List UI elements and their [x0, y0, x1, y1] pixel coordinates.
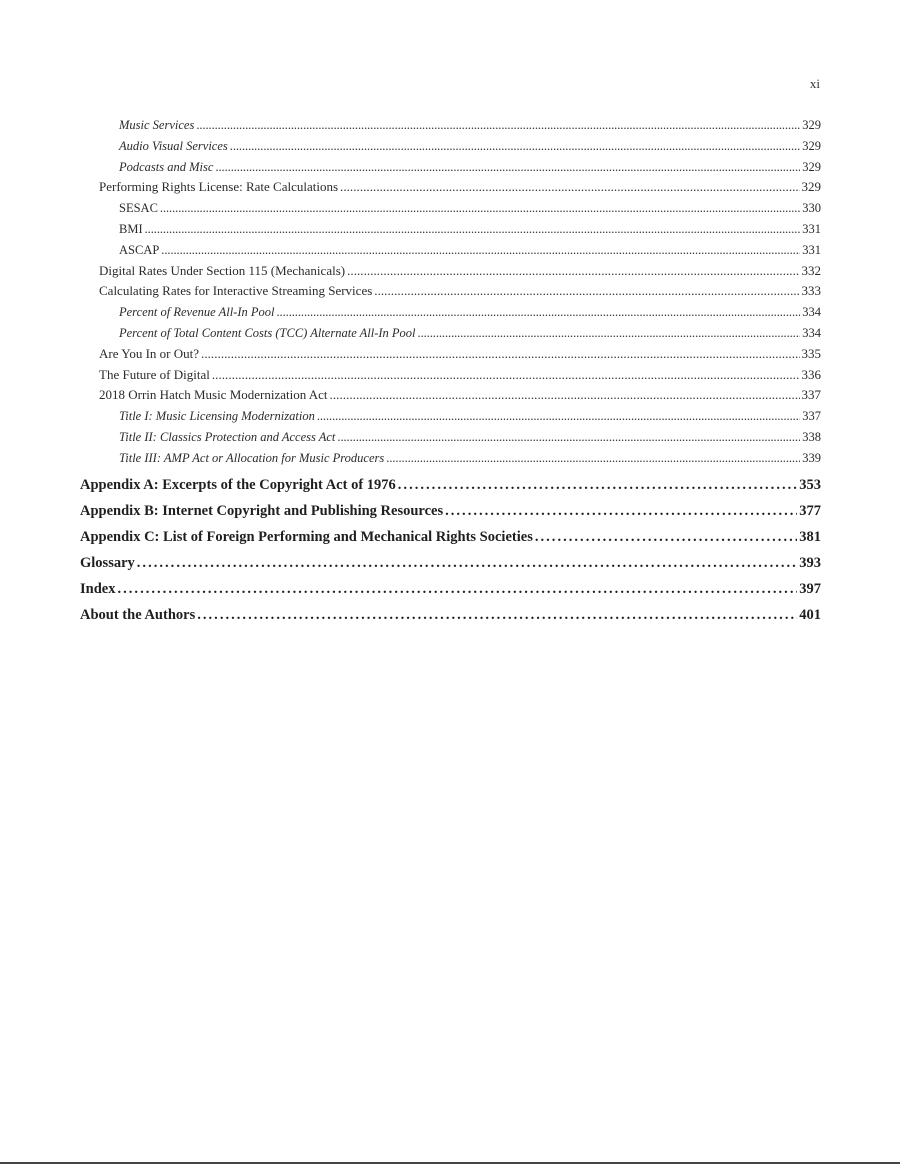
toc-entry-title: Title II: Classics Protection and Access Act: [119, 429, 336, 444]
toc-entry[interactable]: [80, 261, 821, 282]
toc-entry-page: 331: [802, 242, 821, 257]
toc-entry-page: 337: [802, 409, 821, 424]
toc-entry-title: Music Services: [119, 118, 195, 132]
toc-entry-page: 381: [799, 528, 821, 545]
dot-leader: [161, 240, 800, 261]
dot-leader: [160, 198, 800, 219]
toc-entry-about-authors[interactable]: [80, 602, 821, 628]
dot-leader: [374, 281, 799, 302]
toc-entry-title: Appendix A: Excerpts of the Copyright Act of 1976: [80, 476, 396, 493]
toc-entry-title: BMI: [119, 221, 143, 236]
toc-entry-page: 336: [801, 366, 821, 382]
dot-leader: [337, 427, 800, 448]
dot-leader: [347, 261, 799, 282]
dot-leader: [145, 219, 801, 240]
dot-leader: [398, 472, 797, 498]
toc-entry-page: 329: [802, 138, 821, 153]
toc-entry[interactable]: [80, 115, 821, 136]
toc-entry-page: 330: [802, 201, 821, 216]
dot-leader: [277, 302, 801, 323]
toc-entry-page: 337: [801, 387, 821, 403]
page-folio: xi: [809, 76, 820, 91]
toc-entry-glossary[interactable]: [80, 550, 821, 576]
dot-leader: [230, 136, 800, 157]
toc-entry[interactable]: [80, 344, 821, 365]
dot-leader: [317, 406, 800, 427]
toc-entry-title: Digital Rates Under Section 115 (Mechanicals): [99, 262, 346, 278]
dot-leader: [330, 385, 800, 406]
toc-entry-page: 401: [799, 606, 821, 623]
table-of-contents: [80, 115, 821, 628]
toc-entry-page: 393: [799, 554, 821, 571]
toc-entry[interactable]: [80, 281, 821, 302]
toc-entry-title: Percent of Total Content Costs (TCC) Alternate All-In Pool: [119, 325, 416, 340]
toc-entry-page: 329: [801, 179, 821, 195]
toc-entry-title: 2018 Orrin Hatch Music Modernization Act: [99, 387, 328, 403]
toc-entry[interactable]: [80, 157, 821, 178]
toc-entry[interactable]: [80, 177, 821, 198]
toc-entry-title: Title III: AMP Act or Allocation for Music Producers: [119, 450, 385, 465]
toc-entry-title: SESAC: [119, 201, 158, 216]
toc-entry-appendix[interactable]: [80, 498, 821, 524]
toc-entry-page: 329: [802, 159, 821, 174]
toc-entry-page: 332: [801, 262, 821, 278]
toc-entry-page: 339: [802, 450, 821, 465]
toc-entry-title: Podcasts and Misc: [119, 159, 214, 174]
toc-entry-title: Percent of Revenue All-In Pool: [119, 305, 275, 320]
toc-entry-title: Calculating Rates for Interactive Streaming Services: [99, 283, 373, 299]
toc-entry-index[interactable]: [80, 576, 821, 602]
toc-entry[interactable]: [80, 406, 821, 427]
toc-entry[interactable]: [80, 448, 821, 469]
toc-entry-page: 334: [802, 305, 821, 320]
toc-entry-title: About the Authors: [80, 606, 196, 623]
toc-entry-title: Title I: Music Licensing Modernization: [119, 409, 315, 424]
dot-leader: [215, 157, 800, 178]
toc-entry-title: Performing Rights License: Rate Calculations: [99, 179, 339, 195]
toc-entry-appendix[interactable]: [80, 524, 821, 550]
dot-leader: [196, 115, 800, 136]
dot-leader: [340, 177, 799, 198]
dot-leader: [117, 576, 797, 602]
toc-entry-page: 334: [802, 325, 821, 340]
toc-entry[interactable]: [80, 136, 821, 157]
toc-entry-page: 353: [799, 476, 821, 493]
toc-entry-page: 338: [802, 429, 821, 444]
dot-leader: [445, 498, 797, 524]
toc-entry-page: 333: [801, 283, 821, 299]
dot-leader: [197, 602, 797, 628]
toc-entry-page: 397: [799, 580, 821, 597]
toc-entry-page: 335: [801, 345, 821, 361]
dot-leader: [386, 448, 800, 469]
toc-entry-page: 329: [802, 118, 821, 132]
dot-leader: [535, 524, 797, 550]
toc-entry[interactable]: [80, 302, 821, 323]
dot-leader: [137, 550, 797, 576]
dot-leader: [201, 344, 799, 365]
toc-entry-page: 331: [802, 221, 821, 236]
toc-entry[interactable]: [80, 323, 821, 344]
toc-entry-title: Are You In or Out?: [99, 345, 200, 361]
dot-leader: [418, 323, 801, 344]
toc-entry-title: ASCAP: [119, 242, 160, 257]
toc-entry[interactable]: [80, 365, 821, 386]
toc-entry[interactable]: [80, 385, 821, 406]
toc-entry-title: Appendix B: Internet Copyright and Publishing Resources: [80, 502, 444, 519]
toc-entry-appendix[interactable]: [80, 472, 821, 498]
toc-entry-title: Index: [80, 580, 116, 597]
toc-entry[interactable]: [80, 240, 821, 261]
toc-entry-title: The Future of Digital: [99, 366, 210, 382]
toc-entry[interactable]: [80, 198, 821, 219]
toc-entry[interactable]: [80, 219, 821, 240]
dot-leader: [212, 365, 800, 386]
toc-entry-page: 377: [799, 502, 821, 519]
toc-entry-title: Glossary: [80, 554, 135, 571]
toc-entry-title: Audio Visual Services: [119, 138, 228, 153]
toc-entry-title: Appendix C: List of Foreign Performing and Mechanical Rights Societies: [80, 528, 533, 545]
toc-entry[interactable]: [80, 427, 821, 448]
